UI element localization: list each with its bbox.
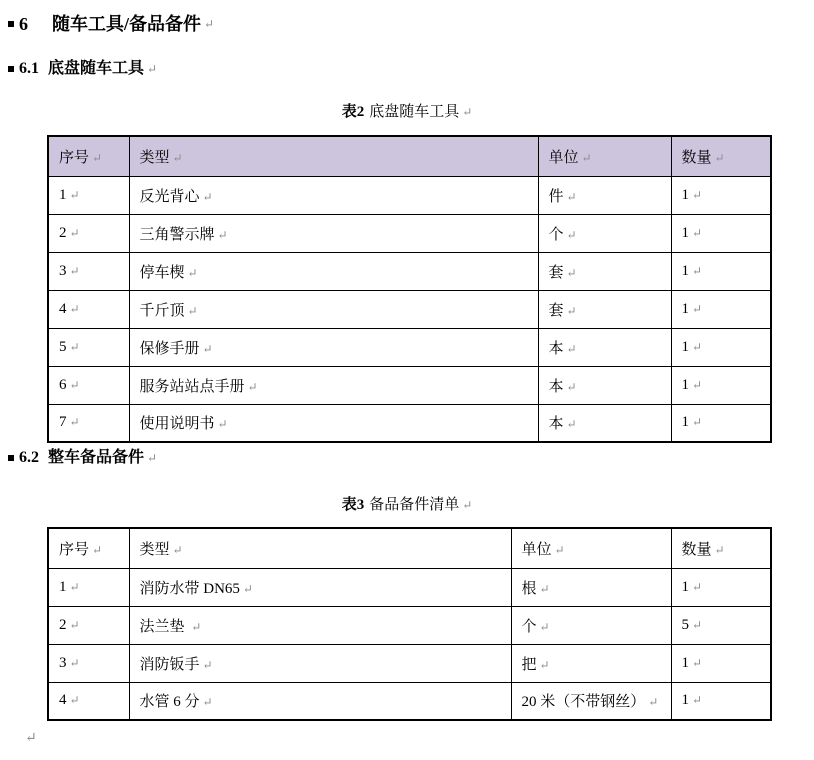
table-cell <box>129 214 538 252</box>
paragraph-mark-icon: ↵ <box>566 303 577 318</box>
cell-text: 数量 <box>681 541 712 558</box>
cell-text: 套 <box>548 264 564 281</box>
heading-number: 6.1 <box>19 60 39 77</box>
table-cell <box>538 176 671 214</box>
table-cell <box>671 682 771 720</box>
cell-text: 把 <box>521 656 537 673</box>
paragraph-mark-icon: ↵ <box>692 301 703 316</box>
table-row <box>48 290 771 328</box>
cell-text: 5 <box>59 338 67 355</box>
table-row <box>48 568 771 606</box>
caption-text: 底盘随车工具 <box>369 104 460 120</box>
table-cell <box>48 214 129 252</box>
cell-text: 1 <box>681 338 689 355</box>
cell-text: 法兰垫 <box>139 618 189 635</box>
paragraph-mark-icon: ↵ <box>69 339 80 354</box>
cell-text: 1 <box>59 578 67 595</box>
cell-text: 停车楔 <box>139 264 185 281</box>
cell-text: 服务站站点手册 <box>139 378 245 395</box>
table2-chassis-tools <box>47 135 772 443</box>
table-cell <box>129 682 511 720</box>
table-header-row <box>48 136 771 176</box>
cell-text: 1 <box>681 376 689 393</box>
table-cell <box>129 404 538 442</box>
paragraph-mark-icon: ↵ <box>581 150 592 165</box>
paragraph-mark-icon: ↵ <box>92 150 103 165</box>
table-cell <box>671 290 771 328</box>
paragraph-mark-icon: ↵ <box>539 581 550 596</box>
paragraph-mark-icon: ↵ <box>566 341 577 356</box>
cell-text: 套 <box>548 302 564 319</box>
paragraph-mark-icon: ↵ <box>69 579 80 594</box>
paragraph-mark-icon: ↵ <box>69 655 80 670</box>
table-row <box>48 644 771 682</box>
table-cell <box>129 328 538 366</box>
table-row <box>48 366 771 404</box>
cell-text: 本 <box>548 416 564 433</box>
cell-text: 1 <box>681 692 689 709</box>
table-cell <box>671 606 771 644</box>
table-cell <box>129 290 538 328</box>
table-cell <box>538 366 671 404</box>
paragraph-mark-icon: ↵ <box>187 265 198 280</box>
cell-text: 三角警示牌 <box>139 226 215 243</box>
cell-text: 2 <box>59 224 67 241</box>
cell-text: 消防水带 DN65 <box>139 580 240 597</box>
cell-text: 1 <box>681 414 689 431</box>
table3-spare-parts <box>47 527 772 721</box>
table-cell <box>511 644 671 682</box>
paragraph-mark-icon: ↵ <box>692 617 703 632</box>
table-cell <box>538 328 671 366</box>
cell-text: 反光背心 <box>139 188 200 205</box>
paragraph-mark-icon: ↵ <box>147 62 158 76</box>
table-cell <box>671 366 771 404</box>
column-header <box>671 528 771 568</box>
cell-text: 20 米（不带钢丝） <box>521 694 646 711</box>
cell-text: 1 <box>681 224 689 241</box>
heading-number: 6 <box>19 14 28 34</box>
paragraph-mark-icon: ↵ <box>566 265 577 280</box>
table-header-row <box>48 528 771 568</box>
table-cell <box>48 328 129 366</box>
table-row <box>48 404 771 442</box>
paragraph-mark-icon: ↵ <box>204 17 215 31</box>
paragraph-mark-icon: ↵ <box>566 417 577 432</box>
paragraph-mark-icon: ↵ <box>69 301 80 316</box>
paragraph-mark-icon: ↵ <box>217 417 228 432</box>
paragraph-mark-icon: ↵ <box>92 542 103 557</box>
paragraph-mark-icon: ↵ <box>692 187 703 202</box>
cell-text: 本 <box>548 340 564 357</box>
list-bullet-icon <box>8 66 14 72</box>
heading-number: 6.2 <box>19 449 39 466</box>
cell-text: 件 <box>548 188 564 205</box>
list-bullet-icon <box>8 21 14 27</box>
cell-text: 个 <box>548 226 564 243</box>
table-cell <box>671 328 771 366</box>
paragraph-mark-icon: ↵ <box>692 655 703 670</box>
paragraph-mark-icon: ↵ <box>692 693 703 708</box>
table-cell <box>538 290 671 328</box>
cell-text: 序号 <box>59 149 90 166</box>
caption-text: 备品备件清单 <box>369 497 460 513</box>
cell-text: 类型 <box>139 541 170 558</box>
cell-text: 序号 <box>59 541 90 558</box>
table-cell <box>48 290 129 328</box>
paragraph-mark-icon: ↵ <box>462 105 473 119</box>
table-cell <box>48 682 129 720</box>
column-header <box>538 136 671 176</box>
cell-text: 5 <box>681 616 689 633</box>
cell-text: 消防钣手 <box>139 656 200 673</box>
table-cell <box>538 214 671 252</box>
table-cell <box>48 252 129 290</box>
cell-text: 单位 <box>548 149 579 166</box>
column-header <box>129 136 538 176</box>
section-heading-6-1 <box>0 58 814 80</box>
cell-text: 1 <box>681 262 689 279</box>
table-cell <box>129 366 538 404</box>
cell-text: 3 <box>59 654 67 671</box>
cell-text: 7 <box>59 414 67 431</box>
table-cell <box>129 252 538 290</box>
cell-text: 4 <box>59 300 67 317</box>
cell-text: 个 <box>521 618 537 635</box>
table-cell <box>671 214 771 252</box>
table-cell <box>671 644 771 682</box>
heading-text: 整车备品备件 <box>48 449 145 466</box>
cell-text: 水管 6 分 <box>139 694 200 711</box>
table-cell <box>511 606 671 644</box>
table-cell <box>129 176 538 214</box>
table-cell <box>671 404 771 442</box>
paragraph-mark-icon: ↵ <box>69 415 80 430</box>
paragraph-mark-icon: ↵ <box>566 189 577 204</box>
cell-text: 4 <box>59 692 67 709</box>
heading-6 <box>0 12 814 36</box>
paragraph-mark-icon: ↵ <box>69 617 80 632</box>
table-cell <box>538 404 671 442</box>
column-header <box>48 136 129 176</box>
heading-text: 随车工具/备品备件 <box>52 14 202 34</box>
cell-text: 1 <box>681 186 689 203</box>
table-cell <box>671 176 771 214</box>
paragraph-mark-icon: ↵ <box>554 542 565 557</box>
cell-text: 保修手册 <box>139 340 200 357</box>
section-heading-6-2 <box>0 447 814 469</box>
cell-text: 根 <box>521 580 537 597</box>
table-cell <box>129 606 511 644</box>
table-cell <box>511 682 671 720</box>
paragraph-mark-icon: ↵ <box>172 150 183 165</box>
paragraph-mark-icon: ↵ <box>692 415 703 430</box>
cell-text: 3 <box>59 262 67 279</box>
paragraph-mark-icon: ↵ <box>202 341 213 356</box>
column-header <box>48 528 129 568</box>
cell-text: 1 <box>681 578 689 595</box>
paragraph-mark-icon: ↵ <box>247 379 258 394</box>
table-cell <box>671 252 771 290</box>
cell-text: 本 <box>548 378 564 395</box>
paragraph-mark-icon: ↵ <box>69 225 80 240</box>
cell-text: 千斤顶 <box>139 302 185 319</box>
paragraph-mark-icon: ↵ <box>692 225 703 240</box>
table-row <box>48 252 771 290</box>
paragraph-mark-icon: ↵ <box>172 542 183 557</box>
paragraph-mark-icon: ↵ <box>692 263 703 278</box>
table-row <box>48 214 771 252</box>
cell-text: 单位 <box>521 541 552 558</box>
paragraph-mark-icon: ↵ <box>69 693 80 708</box>
table3-caption <box>0 495 814 515</box>
table-cell <box>48 606 129 644</box>
paragraph-mark-icon: ↵ <box>25 731 37 746</box>
paragraph-mark-icon: ↵ <box>462 498 473 512</box>
paragraph-mark-icon: ↵ <box>147 451 158 465</box>
trailing-paragraph-mark <box>0 729 814 747</box>
table-row <box>48 328 771 366</box>
paragraph-mark-icon: ↵ <box>566 227 577 242</box>
cell-text: 1 <box>681 654 689 671</box>
paragraph-mark-icon: ↵ <box>242 581 253 596</box>
table-cell <box>48 176 129 214</box>
paragraph-mark-icon: ↵ <box>202 189 213 204</box>
table-cell <box>48 404 129 442</box>
paragraph-mark-icon: ↵ <box>692 579 703 594</box>
cell-text: 1 <box>59 186 67 203</box>
table-cell <box>538 252 671 290</box>
paragraph-mark-icon: ↵ <box>191 619 202 634</box>
cell-text: 2 <box>59 616 67 633</box>
table-row <box>48 682 771 720</box>
table-cell <box>48 366 129 404</box>
cell-text: 6 <box>59 376 67 393</box>
column-header <box>511 528 671 568</box>
table-cell <box>511 568 671 606</box>
paragraph-mark-icon: ↵ <box>69 377 80 392</box>
paragraph-mark-icon: ↵ <box>69 263 80 278</box>
cell-text: 1 <box>681 300 689 317</box>
paragraph-mark-icon: ↵ <box>539 657 550 672</box>
paragraph-mark-icon: ↵ <box>217 227 228 242</box>
paragraph-mark-icon: ↵ <box>648 695 659 710</box>
paragraph-mark-icon: ↵ <box>692 339 703 354</box>
cell-text: 类型 <box>139 149 170 166</box>
list-bullet-icon <box>8 455 14 461</box>
table-cell <box>671 568 771 606</box>
cell-text: 数量 <box>681 149 712 166</box>
table2-caption <box>0 102 814 122</box>
table-cell <box>129 644 511 682</box>
paragraph-mark-icon: ↵ <box>539 619 550 634</box>
table-cell <box>48 644 129 682</box>
column-header <box>129 528 511 568</box>
table-row <box>48 606 771 644</box>
paragraph-mark-icon: ↵ <box>202 695 213 710</box>
paragraph-mark-icon: ↵ <box>187 303 198 318</box>
table-cell <box>48 568 129 606</box>
paragraph-mark-icon: ↵ <box>714 150 725 165</box>
column-header <box>671 136 771 176</box>
paragraph-mark-icon: ↵ <box>692 377 703 392</box>
table-cell <box>129 568 511 606</box>
paragraph-mark-icon: ↵ <box>566 379 577 394</box>
paragraph-mark-icon: ↵ <box>69 187 80 202</box>
cell-text: 使用说明书 <box>139 416 215 433</box>
caption-label: 表3 <box>341 497 365 513</box>
caption-label: 表2 <box>341 104 365 120</box>
paragraph-mark-icon: ↵ <box>714 542 725 557</box>
table-row <box>48 176 771 214</box>
paragraph-mark-icon: ↵ <box>202 657 213 672</box>
heading-text: 底盘随车工具 <box>48 60 145 77</box>
